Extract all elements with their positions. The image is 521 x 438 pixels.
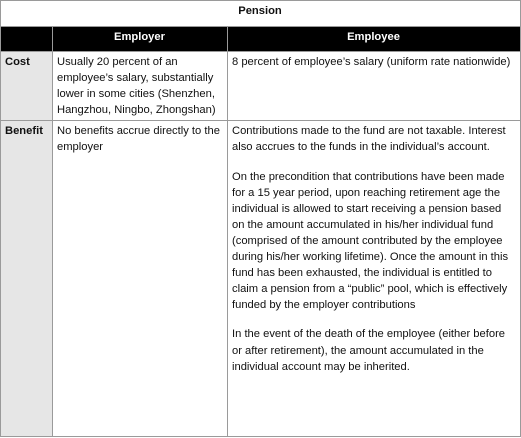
header-employee: Employee <box>228 27 521 52</box>
table-row-benefit <box>1 121 521 437</box>
cost-employee-cell <box>228 52 521 121</box>
benefit-employee-cell <box>228 121 521 437</box>
row-label-cost: Cost <box>1 52 53 121</box>
cost-employer-text: Usually 20 percent of an employee’s salary, substantially lower in some cities (Shenzhen, Hangzhou, Ningbo, Zhongshan) <box>57 56 216 117</box>
header-corner <box>1 27 53 52</box>
cost-employer-cell <box>53 52 228 121</box>
header-employer: Employer <box>53 27 228 52</box>
benefit-employer-text: No benefits accrue directly to the employer <box>57 125 220 154</box>
benefit-employer-cell <box>53 121 228 437</box>
benefit-employee-paragraph-3: In the event of the death of the employee (either before or after retirement), the amount accumulated in the individual account may be inherited. <box>232 328 506 373</box>
table-title: Pension <box>1 1 521 27</box>
title-row <box>1 1 521 27</box>
benefit-employee-paragraph-2: On the precondition that contributions have been made for a 15 year period, upon reaching retirement age the individual is allowed to start receiving a pension based on the amount accumulated in his/her individual fund (comprised of the amount contributed by the employee during his/her working lifetime). Once the amount in this fund has been exhausted, the individual is entitled to claim a pension from a “public” pool, which is effectively funded by the employer contributions <box>232 170 509 312</box>
benefit-employee-paragraph-1: Contributions made to the fund are not taxable. Interest also accrues to the funds in the individual’s account. <box>232 125 506 154</box>
row-label-benefit: Benefit <box>1 121 53 437</box>
header-row <box>1 27 521 52</box>
cost-employee-text: 8 percent of employee’s salary (uniform rate nationwide) <box>232 56 511 68</box>
table-row-cost <box>1 52 521 121</box>
